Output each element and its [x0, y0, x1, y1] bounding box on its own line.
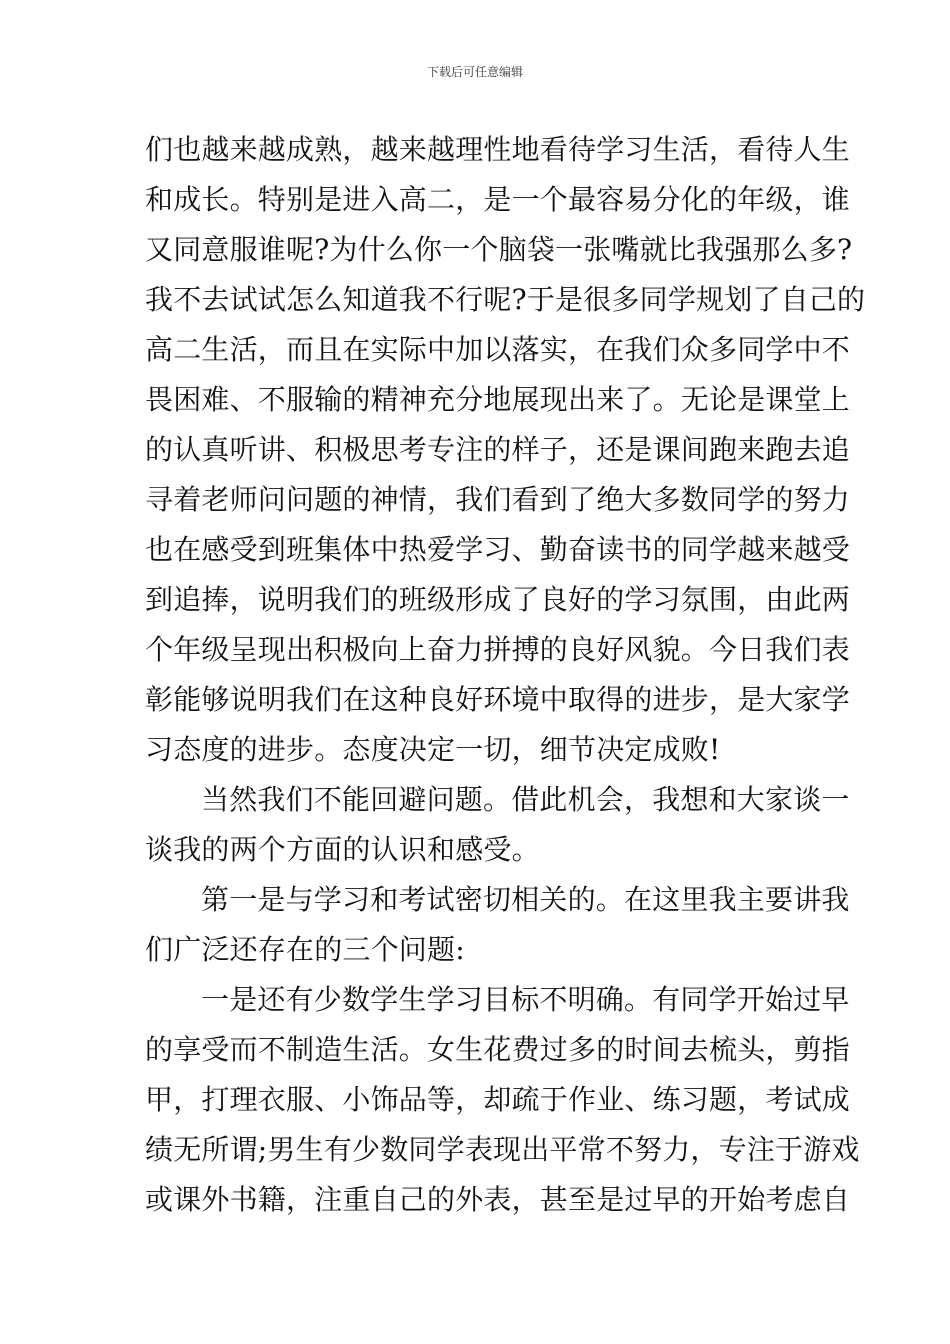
text-line: 高二生活，而且在实际中加以落实，在我们众多同学中不: [145, 333, 851, 366]
paragraph-start-line: 当然我们不能回避问题。借此机会，我想和大家谈一: [201, 783, 850, 816]
text-line: 和成长。特别是进入高二，是一个最容易分化的年级，谁: [145, 183, 851, 216]
text-line: 或课外书籍，注重自己的外表，甚至是过早的开始考虑自: [145, 1183, 851, 1216]
text-line: 我不去试试怎么知道我不行呢?于是很多同学规划了自己的: [145, 283, 866, 316]
text-line: 到追捧，说明我们的班级形成了良好的学习氛围，由此两: [145, 583, 851, 616]
text-line: 彰能够说明我们在这种良好环境中取得的进步，是大家学: [145, 683, 851, 716]
paragraph-start-line: 第一是与学习和考试密切相关的。在这里我主要讲我: [201, 883, 850, 916]
text-line: 的享受而不制造生活。女生花费过多的时间去梳头，剪指: [145, 1033, 851, 1066]
text-line: 们也越来越成熟，越来越理性地看待学习生活，看待人生: [145, 133, 851, 166]
document-body: [145, 125, 866, 1225]
text-line: 个年级呈现出积极向上奋力拼搏的良好风貌。今日我们表: [145, 633, 851, 666]
page-header: 下载后可任意编辑: [426, 65, 523, 79]
text-line: 的认真听讲、积极思考专注的样子，还是课间跑来跑去追: [145, 433, 851, 466]
text-line: 谈我的两个方面的认识和感受。: [145, 833, 540, 866]
text-line: 甲，打理衣服、小饰品等，却疏于作业、练习题，考试成: [145, 1083, 851, 1116]
text-line: 习态度的进步。态度决定一切，细节决定成败!: [145, 733, 721, 766]
text-line: 寻着老师问问题的神情，我们看到了绝大多数同学的努力: [145, 483, 851, 516]
text-line: 又同意服谁呢?为什么你一个脑袋一张嘴就比我强那么多?: [145, 233, 853, 266]
text-line: 绩无所谓;男生有少数同学表现出平常不努力，专注于游戏: [145, 1133, 860, 1166]
text-line: 也在感受到班集体中热爱学习、勤奋读书的同学越来越受: [145, 533, 851, 566]
paragraph-start-line: 一是还有少数学生学习目标不明确。有同学开始过早: [201, 983, 850, 1016]
text-line: 们广泛还存在的三个问题:: [145, 933, 465, 966]
text-line: 畏困难、不服输的精神充分地展现出来了。无论是课堂上: [145, 383, 851, 416]
